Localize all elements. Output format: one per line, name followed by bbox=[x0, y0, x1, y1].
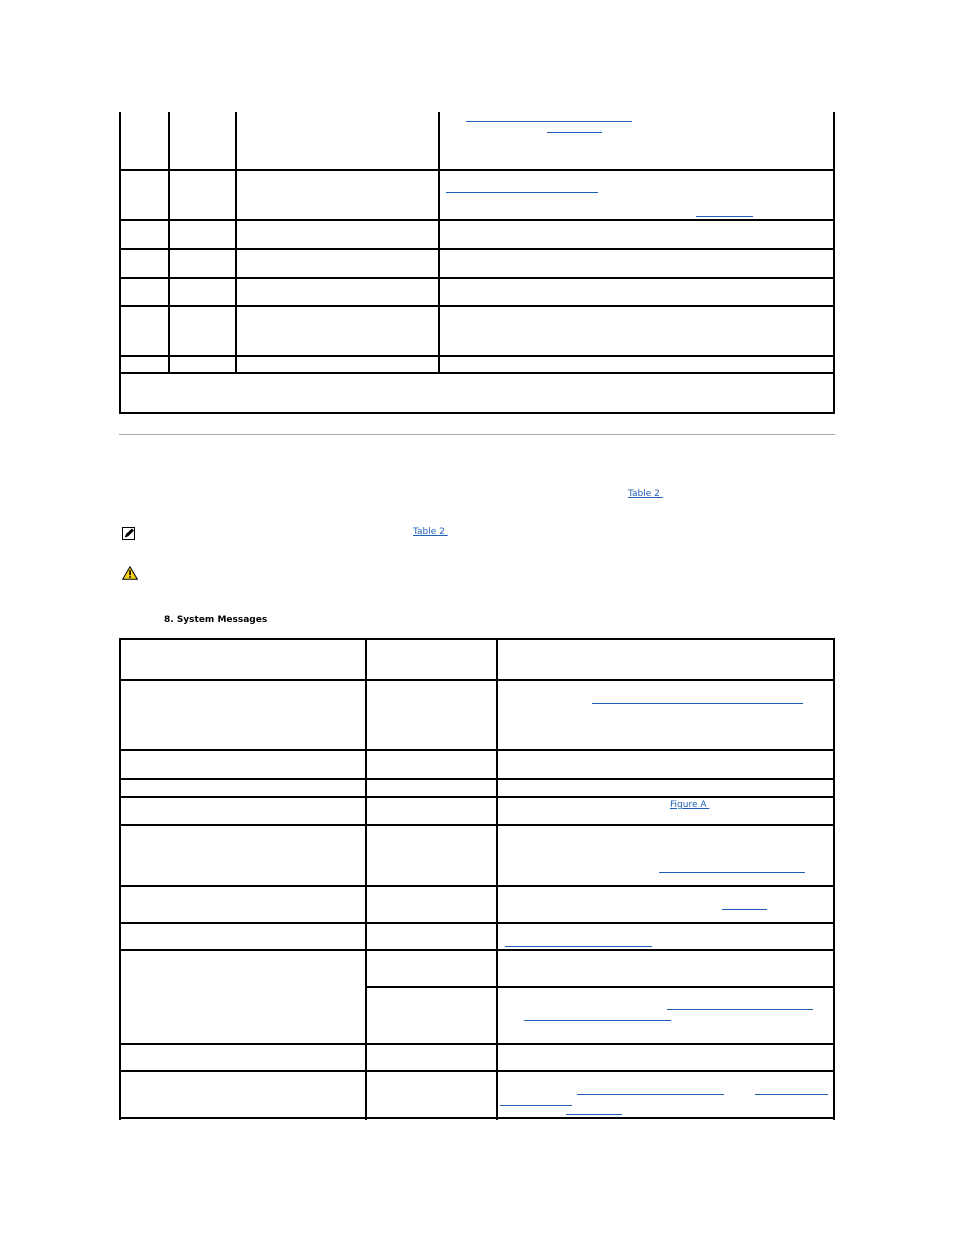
table1-bottom-border bbox=[119, 412, 835, 414]
table2-cell-link[interactable] bbox=[592, 703, 803, 704]
table1-col-border bbox=[168, 112, 170, 373]
note-table-link[interactable]: Table 2 bbox=[413, 527, 448, 537]
table1-row-border bbox=[119, 372, 835, 374]
table2-row-border bbox=[119, 796, 835, 798]
caution-triangle-icon bbox=[122, 566, 138, 580]
table2-row-border bbox=[119, 749, 835, 751]
intro-table-link[interactable]: Table 2 bbox=[628, 489, 663, 499]
table1-row-border bbox=[119, 248, 835, 250]
table1-cell-link[interactable] bbox=[547, 132, 602, 133]
figure-a-link[interactable]: Figure A bbox=[670, 800, 710, 810]
table2-cell-link[interactable] bbox=[524, 1020, 671, 1021]
table2-cell-link[interactable] bbox=[500, 1105, 572, 1106]
table1-row-border bbox=[119, 219, 835, 221]
table-caption: 8. System Messages bbox=[164, 615, 268, 625]
table2-col-border bbox=[365, 638, 367, 1120]
table1-cell-link[interactable] bbox=[696, 216, 753, 217]
table2-col-border bbox=[119, 638, 121, 1120]
table2-row-border bbox=[119, 1043, 835, 1045]
table1-row-border bbox=[119, 305, 835, 307]
table1-col-border bbox=[235, 112, 237, 373]
table1-row-border bbox=[119, 169, 835, 171]
table2-row-border bbox=[119, 1117, 835, 1119]
table2-row-border bbox=[119, 679, 835, 681]
table2-cell-link[interactable] bbox=[505, 946, 652, 947]
table1-row-border bbox=[119, 355, 835, 357]
table2-cell-link[interactable] bbox=[722, 909, 767, 910]
table1-col-border bbox=[833, 112, 835, 414]
table2-row-border bbox=[119, 1070, 835, 1072]
table2-row-border bbox=[119, 922, 835, 924]
table2-top-border bbox=[119, 638, 835, 640]
table1-col-border bbox=[438, 112, 440, 373]
table2-col-border bbox=[833, 638, 835, 1120]
table2-cell-link[interactable] bbox=[566, 1114, 622, 1115]
table2-row-border bbox=[119, 949, 835, 951]
table1-col-border bbox=[119, 112, 121, 414]
table1-cell-link[interactable] bbox=[466, 121, 632, 122]
note-pencil-icon bbox=[122, 527, 136, 540]
table2-col-border bbox=[496, 638, 498, 1120]
table2-cell-link[interactable] bbox=[667, 1009, 813, 1010]
table2-row-border bbox=[119, 885, 835, 887]
table2-cell-link[interactable] bbox=[659, 872, 805, 873]
table2-row-border bbox=[365, 986, 835, 988]
table1-cell-link[interactable] bbox=[446, 192, 598, 193]
table2-row-border bbox=[119, 824, 835, 826]
table2-row-border bbox=[119, 778, 835, 780]
section-divider bbox=[119, 434, 835, 435]
table1-row-border bbox=[119, 277, 835, 279]
table2-cell-link[interactable] bbox=[577, 1094, 724, 1095]
table2-cell-link[interactable] bbox=[755, 1094, 828, 1095]
